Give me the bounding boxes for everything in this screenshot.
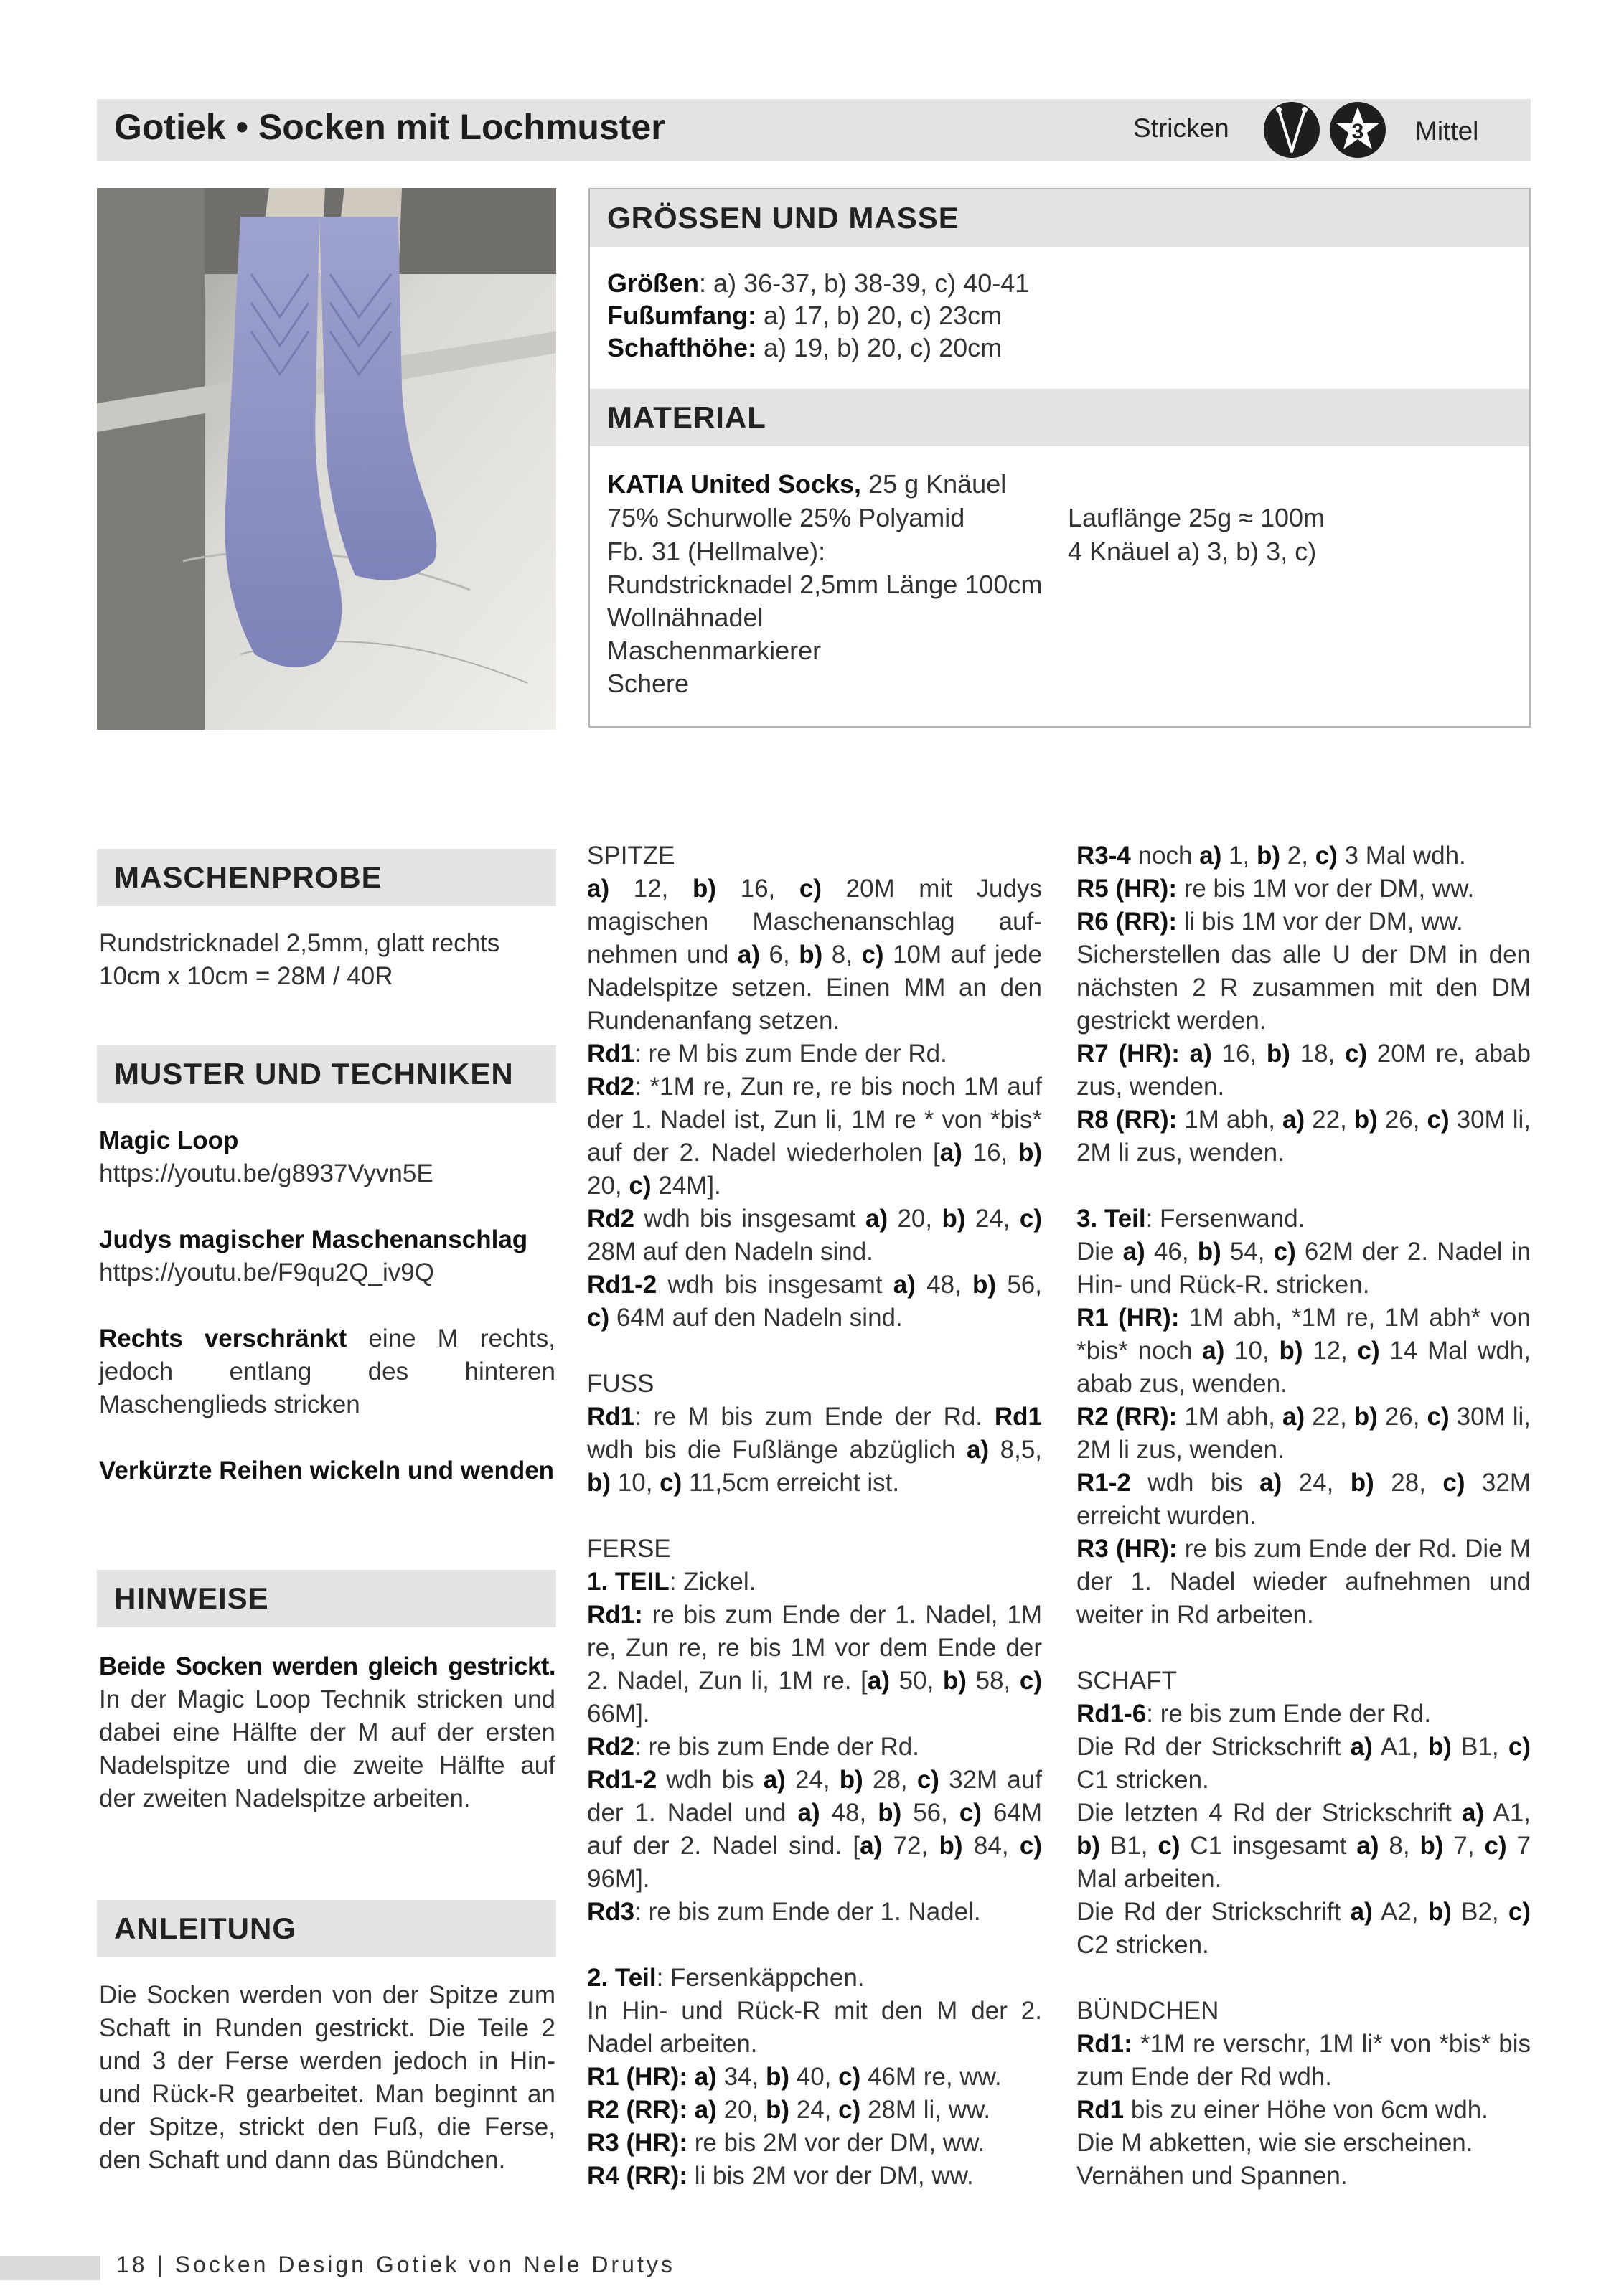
spacer	[1076, 1962, 1531, 1995]
spacer	[1076, 1632, 1531, 1665]
ball-count-line: 4 Knäuel a) 3, b) 3, c)	[1068, 537, 1317, 566]
difficulty-label: Mittel	[1415, 116, 1479, 146]
tool-line: Schere	[607, 669, 690, 698]
foot-circumference-line: Fußumfang: a) 17, b) 20, c) 23cm	[607, 301, 1003, 330]
pattern-subheading: FUSS	[587, 1370, 654, 1398]
pattern-step: 2. Teil: Fersenkäppchen.	[587, 1964, 865, 1992]
material-heading: MATERIAL	[590, 389, 1529, 446]
pattern-step: 3. Teil: Fersenwand.	[1076, 1205, 1305, 1233]
sizes-heading: GRÖSSEN UND MASSE	[590, 189, 1529, 247]
instructions-heading: ANLEITUNG	[97, 1900, 556, 1957]
pattern-step: R3-4 noch a) 1, b) 2, c) 3 Mal wdh.	[1076, 842, 1466, 870]
needle-line: Rundstricknadel 2,5mm Länge 100cm	[607, 570, 1043, 599]
pattern-step: R1 (HR): a) 34, b) 40, c) 46M re, ww.	[587, 2063, 1002, 2091]
spacer	[587, 1929, 1042, 1962]
tool-line: Wollnähnadel	[607, 603, 764, 632]
pattern-step: R6 (RR): li bis 1M vor der DM, ww.	[1076, 908, 1463, 936]
pattern-step: In Hin- und Rück-R mit den M der 2. Nadel arbeiten.	[587, 1997, 1042, 2058]
difficulty-level-number: 3	[1351, 120, 1364, 144]
spacer	[587, 1335, 1042, 1368]
pattern-step: R2 (RR): a) 20, b) 24, c) 28M li, ww.	[587, 2096, 991, 2124]
pattern-subheading: BÜNDCHEN	[1076, 1997, 1219, 2025]
pattern-step: R2 (RR): 1M abh, a) 22, b) 26, c) 30M li, 2M li zus, wenden.	[1076, 1403, 1531, 1464]
size-line: Größen: a) 36-37, b) 38-39, c) 40-41	[607, 268, 1030, 298]
pattern-step: Vernähen und Spannen.	[1076, 2162, 1348, 2190]
pattern-subheading: SCHAFT	[1076, 1667, 1177, 1695]
pattern-column-right	[1076, 839, 1531, 2193]
techniques-text: Magic Loop https://youtu.be/g8937Vyvn5E Judys magischer Maschenanschlag https://youtu.be/F9qu2Q_iv9Q Rechts verschränkt eine M rechts, jedoch entlang des hinteren Maschenglieds stricken Verkürzte Reihen wickeln und wenden	[99, 1126, 555, 1485]
yarn-length-line: Lauflänge 25g ≈ 100m	[1068, 503, 1325, 532]
notes-text: Beide Socken werden gleich gestrickt. In der Magic Loop Technik stricken und dabei eine Hälfte der M auf der ersten Nadelspitze und die zweite Hälfte auf der zweiten Nadelspitze arbeiten.	[99, 1652, 555, 1812]
pattern-step: 1. TEIL: Zickel.	[587, 1568, 756, 1596]
magic-loop-link[interactable]: https://youtu.be/g8937Vyvn5E	[99, 1159, 433, 1187]
tool-line: Maschenmarkierer	[607, 636, 822, 665]
pattern-step: Die a) 46, b) 54, c) 62M der 2. Nadel in Hin- und Rück-R. stricken.	[1076, 1238, 1531, 1299]
pattern-step: R1 (HR): 1M abh, *1M re, 1M abh* von *bis* noch a) 10, b) 12, c) 14 Mal wdh, abab zus, wenden.	[1076, 1304, 1531, 1398]
pattern-subheading: FERSE	[587, 1535, 671, 1563]
footer-text: 18 | Socken Design Gotiek von Nele Drutys	[116, 2252, 675, 2277]
pattern-step: Rd1: re bis zum Ende der 1. Nadel, 1M re, Zun re, re bis 1M vor dem Ende der 2. Nadel, Zun li, 1M re. [a) 50, b) 58, c) 66M].	[587, 1601, 1042, 1728]
pattern-step: R7 (HR): a) 16, b) 18, c) 20M re, abab zus, wenden.	[1076, 1040, 1531, 1101]
craft-label: Stricken	[1133, 113, 1229, 143]
spacer	[1076, 1170, 1531, 1203]
pattern-step: Rd1-6: re bis zum Ende der Rd.	[1076, 1700, 1432, 1728]
composition-line: 75% Schurwolle 25% Polyamid	[607, 503, 965, 532]
pattern-step: Rd1-2 wdh bis a) 24, b) 28, c) 32M auf der 1. Nadel und a) 48, b) 56, c) 64M auf der 2. Nadel sind. [a) 72, b) 84, c) 96M].	[587, 1766, 1043, 1893]
yarn-color-line: Fb. 31 (Hellmalve):	[607, 537, 826, 566]
pattern-step: R3 (HR): re bis zum Ende der Rd. Die M der 1. Nadel wieder aufnehmen und weiter in Rd arbeiten.	[1076, 1535, 1531, 1629]
instructions-text: Die Socken werden von der Spitze zum Schaft in Runden gestrickt. Die Teile 2 und 3 der Ferse werden jedoch in Hin- und Rück-R gearbeitet. Man beginnt an der Spitze, strickt den Fuß, die Ferse, den Schaft und dann das Bündchen.	[99, 1981, 555, 2174]
sizes-material-box	[588, 188, 1531, 728]
pattern-step: R5 (HR): re bis 1M vor der DM, ww.	[1076, 875, 1475, 903]
pattern-step: Rd1: re M bis zum Ende der Rd. Rd1 wdh bis die Fußlänge abzüglich a) 8,5, b) 10, c) 11,5cm erreicht ist.	[587, 1403, 1043, 1497]
pattern-step: Rd1 bis zu einer Höhe von 6cm wdh.	[1076, 2096, 1488, 2124]
pattern-step: R3 (HR): re bis 2M vor der DM, ww.	[587, 2129, 985, 2157]
spacer	[587, 1500, 1042, 1533]
judys-cast-on-link[interactable]: https://youtu.be/F9qu2Q_iv9Q	[99, 1258, 434, 1286]
pattern-step: a) 12, b) 16, c) 20M mit Judys magischen Maschenanschlag aufnehmen und a) 6, b) 8, c) 10M auf jede Nadelspitze setzen. Einen MM an den Rundenanfang setzen.	[587, 875, 1043, 1035]
techniques-heading: MUSTER UND TECHNIKEN	[97, 1045, 556, 1103]
socks-photo	[97, 188, 556, 730]
pattern-step: Rd2 wdh bis insgesamt a) 20, b) 24, c) 28M auf den Nadeln sind.	[587, 1205, 1042, 1266]
page-title: Gotiek • Socken mit Lochmuster	[114, 107, 665, 147]
pattern-step: Rd1: *1M re verschr, 1M li* von *bis* bis zum Ende der Rd wdh.	[1076, 2030, 1531, 2091]
pattern-step: Rd1-2 wdh bis insgesamt a) 48, b) 56, c) 64M auf den Nadeln sind.	[587, 1271, 1042, 1332]
pattern-column-middle	[587, 839, 1042, 2193]
knitting-needles-icon	[1263, 101, 1320, 159]
pattern-step: Rd3: re bis zum Ende der 1. Nadel.	[587, 1898, 981, 1926]
leg-height-line: Schafthöhe: a) 19, b) 20, c) 20cm	[607, 333, 1003, 362]
pattern-step: Die letzten 4 Rd der Strickschrift a) A1, b) B1, c) C1 insgesamt a) 8, b) 7, c) 7 Mal arbeiten.	[1076, 1799, 1531, 1893]
yarn-line: KATIA United Socks, 25 g Knäuel	[607, 469, 1007, 499]
pattern-subheading: SPITZE	[587, 842, 675, 870]
pattern-step: R8 (RR): 1M abh, a) 22, b) 26, c) 30M li, 2M li zus, wenden.	[1076, 1106, 1531, 1167]
pattern-step: Die M abketten, wie sie erscheinen.	[1076, 2129, 1473, 2157]
title-bar	[97, 99, 1531, 161]
pattern-step: R1-2 wdh bis a) 24, b) 28, c) 32M erreicht wurden.	[1076, 1469, 1531, 1530]
gauge-heading: MASCHENPROBE	[97, 849, 556, 906]
footer-bar	[0, 2256, 100, 2280]
notes-heading: HINWEISE	[97, 1570, 556, 1627]
pattern-step: Rd2: re bis zum Ende der Rd.	[587, 1733, 919, 1761]
pattern-step: Rd1: re M bis zum Ende der Rd.	[587, 1040, 947, 1068]
pattern-step: Sicherstellen das alle U der DM in den nächsten 2 R zusammen mit den DM gestrickt werden.	[1076, 941, 1531, 1035]
gauge-text: Rundstricknadel 2,5mm, glatt rechts 10cm x 10cm = 28M / 40R	[99, 929, 500, 990]
pattern-step: R4 (RR): li bis 2M vor der DM, ww.	[587, 2162, 974, 2190]
difficulty-star-icon	[1329, 101, 1386, 159]
pattern-step: Rd2: *1M re, Zun re, re bis noch 1M auf der 1. Nadel ist, Zun li, 1M re * von *bis* auf der 2. Nadel wiederholen [a) 16, b) 20, c) 24M].	[587, 1073, 1043, 1200]
pattern-step: Die Rd der Strickschrift a) A1, b) B1, c) C1 stricken.	[1076, 1733, 1531, 1794]
pattern-step: Die Rd der Strickschrift a) A2, b) B2, c) C2 stricken.	[1076, 1898, 1531, 1959]
